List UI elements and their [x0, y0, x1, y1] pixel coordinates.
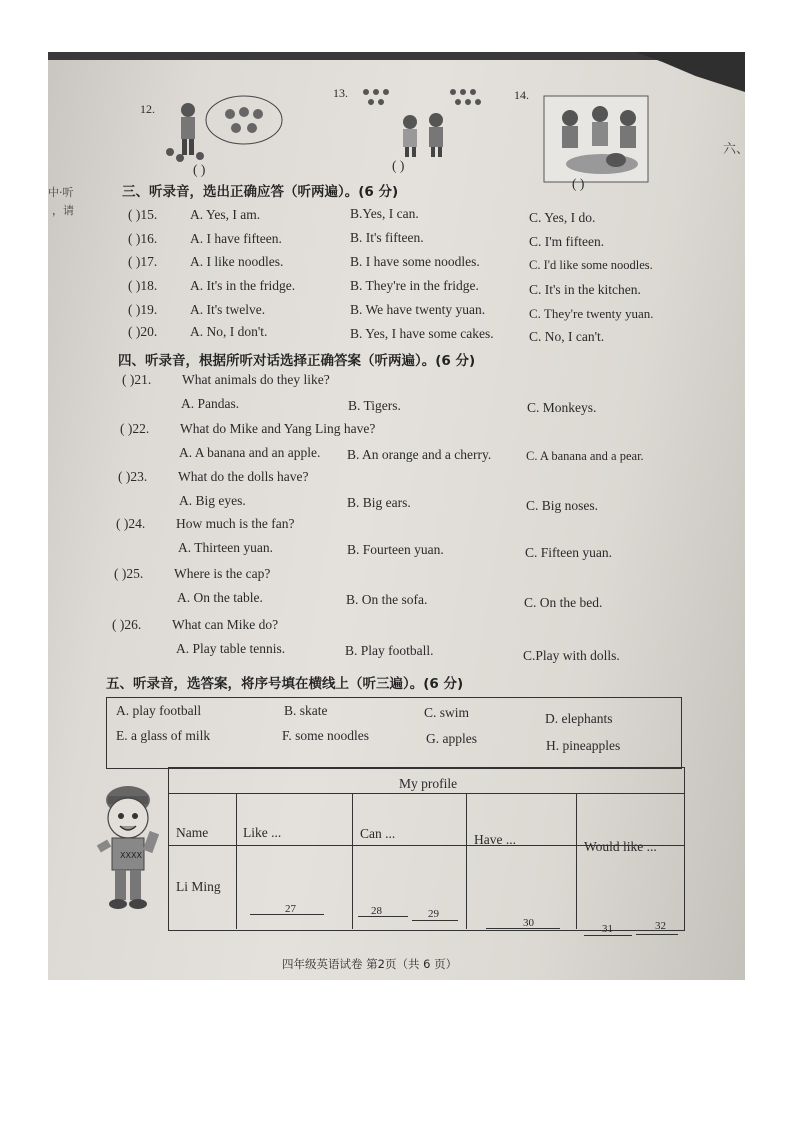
question-19-option-a: A. It's twelve. — [190, 302, 266, 317]
profile-table-title: My profile — [399, 776, 458, 791]
picture-number-12: 12. — [140, 102, 155, 116]
question-21-text: What animals do they like? — [182, 372, 330, 387]
word-option-h: H. pineapples — [546, 738, 621, 753]
question-21-number[interactable]: ( )21. — [122, 372, 152, 387]
question-19-option-b: B. We have twenty yuan. — [350, 302, 486, 317]
question-16-option-a: A. I have fifteen. — [190, 231, 282, 246]
question-23-option-a: A. Big eyes. — [179, 493, 246, 508]
question-26-number[interactable]: ( )26. — [112, 617, 142, 632]
margin-text-left-top: 中·听 — [48, 186, 74, 199]
page-footer: 四年级英语试卷 第2页（共 6 页） — [282, 957, 458, 971]
table-header-like: Like ... — [243, 825, 282, 840]
word-option-f: F. some noodles — [282, 728, 370, 743]
section5-title: 五、听录音，选答案，将序号填在横线上（听三遍）。(6 分) — [106, 676, 464, 692]
boy-cartoon-illustration — [92, 780, 164, 920]
section3-title: 三、听录音，选出正确应答（听两遍）。(6 分) — [122, 184, 399, 200]
blank-31[interactable] — [584, 935, 632, 936]
margin-text-left-bottom: ，请 — [52, 204, 74, 217]
picture-number-13: 13. — [333, 86, 348, 100]
question-25-option-c: C. On the bed. — [524, 595, 603, 610]
question-17-option-c: C. I'd like some noodles. — [529, 258, 653, 272]
question-23-number[interactable]: ( )23. — [118, 469, 148, 484]
question-26-text: What can Mike do? — [172, 617, 279, 632]
blank-31-number: 31 — [602, 923, 613, 935]
svg-text:XXXX: XXXX — [120, 851, 142, 860]
question-18-option-c: C. It's in the kitchen. — [529, 282, 641, 297]
question-20-number[interactable]: ( )20. — [128, 324, 158, 339]
question-21-option-c: C. Monkeys. — [527, 400, 597, 415]
question-15-option-c: C. Yes, I do. — [529, 210, 596, 225]
question-21-option-a: A. Pandas. — [181, 396, 240, 411]
table-cell-name-li-ming: Li Ming — [176, 879, 221, 894]
question-18-option-b: B. They're in the fridge. — [350, 278, 479, 293]
picture-number-14: 14. — [514, 88, 529, 102]
blank-32-number: 32 — [655, 920, 666, 932]
word-option-e: E. a glass of milk — [116, 728, 211, 743]
question-25-option-b: B. On the sofa. — [346, 592, 428, 607]
question-24-number[interactable]: ( )24. — [116, 516, 146, 531]
question-17-number[interactable]: ( )17. — [128, 254, 158, 269]
table-col-line-2 — [352, 793, 353, 929]
question-23-option-c: C. Big noses. — [526, 498, 599, 513]
picture-12-boys-cartoon — [156, 90, 286, 168]
blank-28[interactable] — [358, 916, 408, 917]
question-25-option-a: A. On the table. — [177, 590, 263, 605]
question-25-text: Where is the cap? — [174, 566, 271, 581]
question-21-option-b: B. Tigers. — [348, 398, 401, 413]
blank-29-number: 29 — [428, 908, 439, 920]
blank-27-number: 27 — [285, 903, 296, 915]
word-option-a: A. play football — [116, 703, 202, 718]
question-24-option-c: C. Fifteen yuan. — [525, 545, 612, 560]
question-19-option-c: C. They're twenty yuan. — [529, 306, 654, 321]
question-23-option-b: B. Big ears. — [347, 495, 411, 510]
table-line-title — [168, 793, 684, 794]
exam-photo — [48, 52, 750, 980]
question-26-option-a: A. Play table tennis. — [176, 641, 286, 656]
word-option-b: B. skate — [284, 703, 328, 718]
question-18-option-a: A. It's in the fridge. — [190, 278, 296, 293]
photo-edge-corner — [635, 52, 745, 92]
picture-14-family-dinner — [542, 94, 652, 188]
question-22-option-b: B. An orange and a cherry. — [347, 447, 492, 462]
question-23-text: What do the dolls have? — [178, 469, 309, 484]
section4-title: 四、听录音，根据所听对话选择正确答案（听两遍）。(6 分) — [118, 353, 476, 369]
blank-29[interactable] — [412, 920, 458, 921]
question-22-text: What do Mike and Yang Ling have? — [180, 421, 376, 436]
question-24-option-b: B. Fourteen yuan. — [347, 542, 444, 557]
question-22-number[interactable]: ( )22. — [120, 421, 150, 436]
question-16-option-c: C. I'm fifteen. — [529, 234, 605, 249]
table-col-line-4 — [576, 793, 577, 929]
question-16-option-b: B. It's fifteen. — [350, 230, 424, 245]
picture-12-answer-blank[interactable]: ( ) — [193, 162, 206, 177]
blank-32[interactable] — [636, 934, 678, 935]
question-15-number[interactable]: ( )15. — [128, 207, 158, 222]
question-24-text: How much is the fan? — [176, 516, 295, 531]
word-option-d: D. elephants — [545, 711, 613, 726]
question-22-option-c: C. A banana and a pear. — [526, 449, 644, 463]
question-20-option-a: A. No, I don't. — [190, 324, 268, 339]
picture-13-children-cartoon — [358, 84, 493, 162]
table-col-line-3 — [466, 793, 467, 929]
table-header-can: Can ... — [360, 826, 396, 841]
question-24-option-a: A. Thirteen yuan. — [178, 540, 273, 555]
question-18-number[interactable]: ( )18. — [128, 278, 158, 293]
question-17-option-b: B. I have some noodles. — [350, 254, 480, 269]
question-26-option-b: B. Play football. — [345, 643, 434, 658]
picture-13-answer-blank[interactable]: ( ) — [392, 158, 405, 173]
question-15-option-a: A. Yes, I am. — [190, 207, 261, 222]
question-20-option-c: C. No, I can't. — [529, 329, 605, 344]
word-option-g: G. apples — [426, 731, 477, 746]
table-header-have: Have ... — [474, 832, 516, 847]
word-option-c: C. swim — [424, 705, 470, 720]
question-26-option-c: C.Play with dolls. — [523, 648, 620, 663]
table-col-line-1 — [236, 793, 237, 929]
picture-14-answer-blank[interactable]: ( ) — [572, 176, 585, 191]
question-15-option-b: B.Yes, I can. — [350, 206, 419, 221]
question-16-number[interactable]: ( )16. — [128, 231, 158, 246]
margin-text-right: 六、 — [723, 142, 750, 157]
question-19-number[interactable]: ( )19. — [128, 302, 158, 317]
blank-30-number: 30 — [523, 917, 534, 929]
question-25-number[interactable]: ( )25. — [114, 566, 144, 581]
question-17-option-a: A. I like noodles. — [190, 254, 284, 269]
blank-28-number: 28 — [371, 905, 382, 917]
question-20-option-b: B. Yes, I have some cakes. — [350, 326, 494, 341]
question-22-option-a: A. A banana and an apple. — [179, 445, 321, 460]
table-header-name: Name — [176, 825, 209, 840]
table-header-would-like: Would like ... — [584, 839, 657, 854]
